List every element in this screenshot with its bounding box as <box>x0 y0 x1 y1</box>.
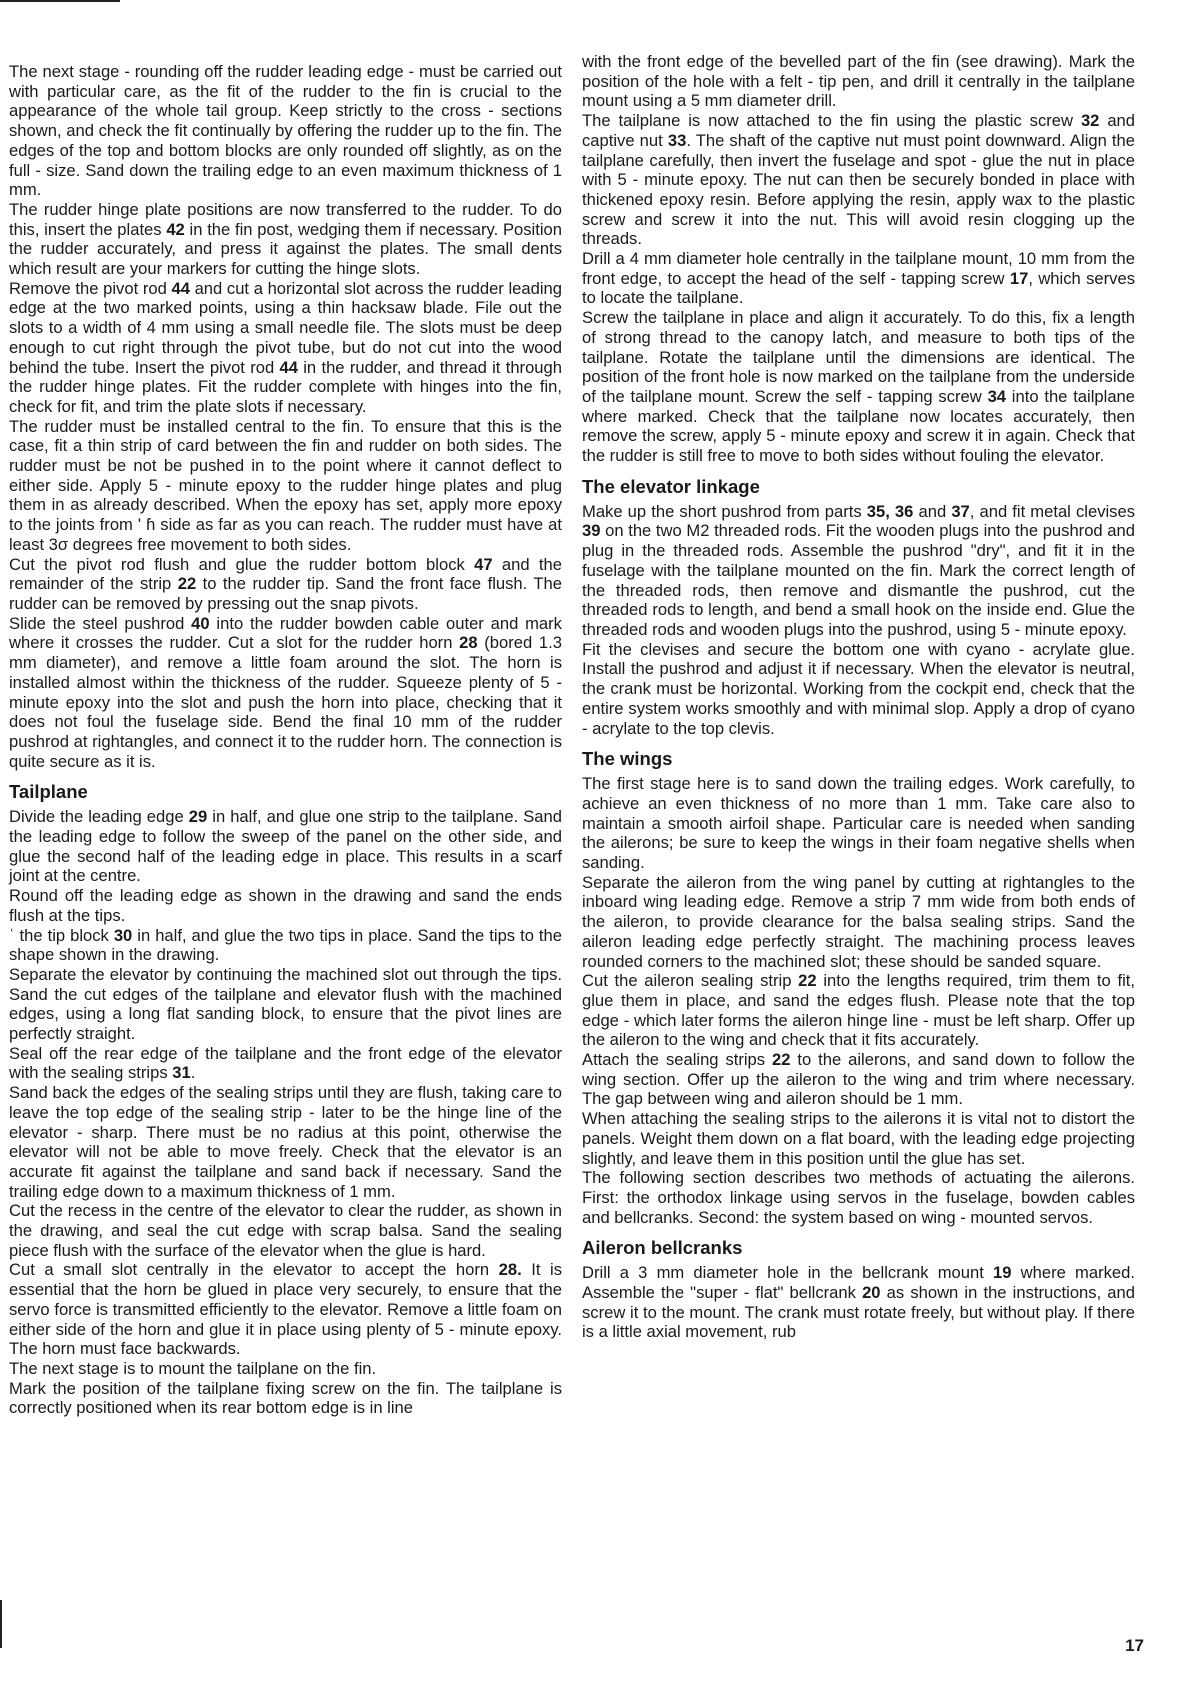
paragraph: Round off the leading edge as shown in the drawing and sand the ends flush at the tips. <box>9 886 562 925</box>
paragraph: The next stage - rounding off the rudder leading edge - must be carried out with particular care, as the fit of the rudder to the fin is crucial to the appearance of the whole tail group. Keep strictly to the cross - sections shown, and check the fit continually by offering the rudder up to the fin. The edges of the top and bottom blocks are only rounded off slightly, as on the full - size. Sand down the trailing edge to an even maximum thickness of 1 mm. <box>9 62 562 200</box>
left-column <box>9 62 562 1418</box>
paragraph: Separate the elevator by continuing the machined slot out through the tips. Sand the cut edges of the tailplane and elevator flush with the machined edges, using a long flat sanding block, to ensure that the pivot lines are perfectly straight. <box>9 964 562 1044</box>
paragraph: Attach the sealing strips 22 to the ailerons, and sand down to follow the wing section. Offer up the aileron to the wing and trim where necessary. The gap between wing and aileron should be 1 mm. <box>582 1050 1135 1109</box>
paragraph: Separate the aileron from the wing panel by cutting at rightangles to the inboard wing leading edge. Remove a strip 7 mm wide from both ends of the aileron, to provide clearance for the balsa sealing strips. Sand the aileron leading edge perfectly straight. The machining process leaves rounded corners to the machined slot; these should be sanded square. <box>582 872 1135 971</box>
paragraph: ʿ the tip block 30 in half, and glue the two tips in place. Sand the tips to the shape shown in the drawing. <box>9 925 562 965</box>
paragraph: Fit the clevises and secure the bottom one with cyano - acrylate glue. Install the pushrod and adjust it if necessary. When the elevator is neutral, the crank must be horizontal. Working from the cockpit end, check that the entire system works smoothly and with minimal slop. Apply a drop of cyano - acrylate to the top clevis. <box>582 639 1135 738</box>
paragraph: The following section describes two methods of actuating the ailerons. First: the orthodox linkage using servos in the fuselage, bowden cables and bellcranks. Second: the system based on wing - mounted servos. <box>582 1168 1135 1227</box>
right-column <box>582 52 1135 1342</box>
paragraph: Cut a small slot centrally in the elevator to accept the horn 28. It is essential that the horn be glued in place very securely, to ensure that the servo force is transmitted efficiently to the elevator. Remove a little foam on either side of the horn and glue it in place using plenty of 5 - minute epoxy. The horn must face backwards. <box>9 1260 562 1359</box>
paragraph: Mark the position of the tailplane fixing screw on the fin. The tailplane is correctly positioned when its rear bottom edge is in line <box>9 1378 562 1418</box>
paragraph: Seal off the rear edge of the tailplane and the front edge of the elevator with the sealing strips 31. <box>9 1043 562 1083</box>
paragraph: with the front edge of the bevelled part of the fin (see drawing). Mark the position of the hole with a felt - tip pen, and drill it centrally in the tailplane mount using a 5 mm diameter drill. <box>582 52 1135 111</box>
section-heading-elevator-linkage: The elevator linkage <box>582 475 760 497</box>
paragraph: Make up the short pushrod from parts 35, 36 and 37, and fit metal clevises 39 on the two M2 threaded rods. Fit the wooden plugs into the pushrod and plug in the threaded rods. Assemble the pushrod "dry", and fit it in the fuselage with the tailplane mounted on the fin. Mark the correct length of the threaded rods, then remove and dismantle the pushrod, cut the threaded rods to length, and bend a small hook on the inside end. Glue the threaded rods and wooden plugs into the pushrod, using 5 - minute epoxy. <box>582 501 1135 639</box>
page-number: 17 <box>1125 1636 1144 1655</box>
paragraph: The next stage is to mount the tailplane on the fin. <box>9 1359 377 1378</box>
paragraph: Remove the pivot rod 44 and cut a horizontal slot across the rudder leading edge at the two marked points, using a thin hacksaw blade. File out the slots to a width of 4 mm using a small needle file. The slots must be deep enough to cut right through the pivot tube, but do not cut into the wood behind the tube. Insert the pivot rod 44 in the rudder, and thread it through the rudder hinge plates. Fit the rudder complete with hinges into the fin, check for fit, and trim the plate slots if necessary. <box>9 278 562 416</box>
section-heading-tailplane: Tailplane <box>9 781 88 803</box>
paragraph: Slide the steel pushrod 40 into the rudder bowden cable outer and mark where it crosses the rudder. Cut a slot for the rudder horn 28 (bored 1.3 mm diameter), and remove a little foam around the slot. The horn is installed almost within the thickness of the rudder. Squeeze plenty of 5 - minute epoxy into the slot and push the horn into place, checking that it does not foul the fuselage side. Bend the final 10 mm of the rudder pushrod at rightangles, and connect it to the rudder horn. The connection is quite secure as it is. <box>9 613 562 771</box>
paragraph: The rudder must be installed central to the fin. To ensure that this is the case, fit a thin strip of card between the fin and rudder on both sides. The rudder must be not be pushed in to the point where it cannot deflect to either side. Apply 5 - minute epoxy to the rudder hinge plates and plug them in as already described. When the epoxy has set, apply more epoxy to the joints from ʹ ɦ side as far as you can reach. The rudder must have at least 3σ degrees free movement to both sides. <box>9 416 562 554</box>
left-margin-rule <box>0 1600 2 1648</box>
paragraph: When attaching the sealing strips to the ailerons it is vital not to distort the panels. Weight them down on a flat board, with the leading edge projecting slightly, and leave them in this position until the glue has set. <box>582 1109 1135 1168</box>
paragraph: Drill a 4 mm diameter hole centrally in the tailplane mount, 10 mm from the front edge, to accept the head of the self - tapping screw 17, which serves to locate the tailplane. <box>582 249 1135 308</box>
paragraph: Cut the pivot rod flush and glue the rudder bottom block 47 and the remainder of the strip 22 to the rudder tip. Sand the front face flush. The rudder can be removed by pressing out the snap pivots. <box>9 554 562 613</box>
paragraph: Cut the recess in the centre of the elevator to clear the rudder, as shown in the drawing, and seal the cut edge with scrap balsa. Sand the sealing piece flush with the surface of the elevator when the glue is hard. <box>9 1201 562 1260</box>
paragraph: Divide the leading edge 29 in half, and glue one strip to the tailplane. Sand the leading edge to follow the sweep of the panel on the other side, and glue the second half of the leading edge in place. This results in a scarf joint at the centre. <box>9 807 562 886</box>
paragraph: Sand back the edges of the sealing strips until they are flush, taking care to leave the top edge of the sealing strip - later to be the hinge line of the elevator - sharp. There must be no radius at this point, otherwise the elevator will not be able to move freely. Check that the elevator is an accurate fit against the tailplane and sand back if necessary. Sand the trailing edge down to a maximum thickness of 1 mm. <box>9 1083 562 1201</box>
paragraph: Screw the tailplane in place and align it accurately. To do this, fix a length of strong thread to the canopy latch, and measure to both tips of the tailplane. Rotate the tailplane until the dimensions are identical. The position of the front hole is now marked on the tailplane from the underside of the tailplane mount. Screw the self - tapping screw 34 into the tailplane where marked. Check that the tailplane now locates accurately, then remove the screw, apply 5 - minute epoxy and screw it in again. Check that the rudder is still free to move to both sides without fouling the elevator. <box>582 308 1136 466</box>
paragraph: The tailplane is now attached to the fin using the plastic screw 32 and captive nut 33. The shaft of the captive nut must point downward. Align the tailplane carefully, then invert the fuselage and spot - glue the nut in place with 5 - minute epoxy. The nut can then be securely bonded in place with thickened epoxy resin. Before applying the resin, apply wax to the plastic screw and screw it into the nut. This will avoid resin clogging up the threads. <box>582 111 1136 249</box>
paragraph: The rudder hinge plate positions are now transferred to the rudder. To do this, insert the plates 42 in the fin post, wedging them if necessary. Position the rudder accurately, and press it against the plates. The small dents which result are your markers for cutting the hinge slots. <box>9 199 562 279</box>
top-rule <box>0 0 120 2</box>
section-heading-wings: The wings <box>582 748 673 770</box>
section-heading-aileron-bellcranks: Aileron bellcranks <box>582 1237 743 1259</box>
paragraph: The first stage here is to sand down the trailing edges. Work carefully, to achieve an even thickness of no more than 1 mm. Take care also to maintain a smooth airfoil shape. Particular care is needed when sanding the ailerons; be sure to keep the wings in their foam negative shells when sanding. <box>582 774 1135 873</box>
paragraph: Cut the aileron sealing strip 22 into the lengths required, trim them to fit, glue them in place, and sand the edges flush. Please note that the top edge - which later forms the aileron hinge line - must be left sharp. Offer up the aileron to the wing and check that it fits accurately. <box>582 971 1135 1050</box>
paragraph: Drill a 3 mm diameter hole in the bellcrank mount 19 where marked. Assemble the "super - flat" bellcrank 20 as shown in the instructions, and screw it to the mount. The crank must rotate freely, but without play. If there is a little axial movement, rub <box>582 1263 1136 1342</box>
